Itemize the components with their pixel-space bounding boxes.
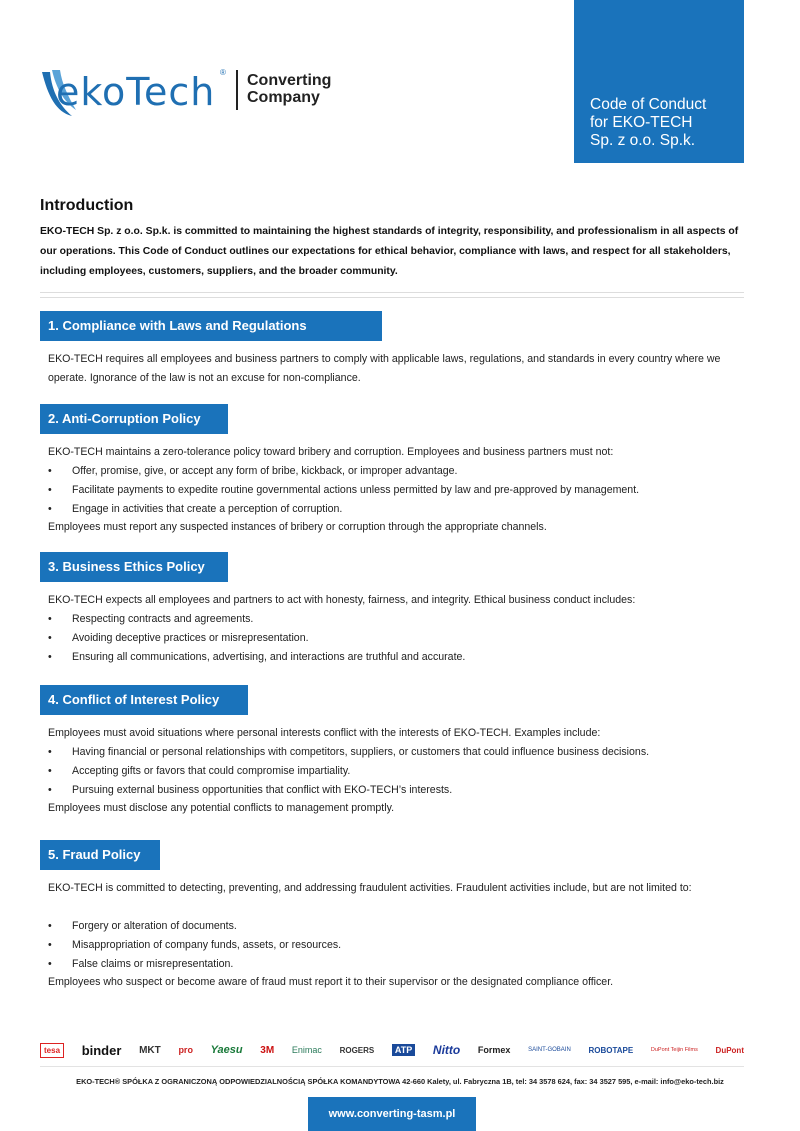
section-2-closing: Employees must report any suspected instances of bribery or corruption through the appropriate channels. bbox=[48, 521, 547, 533]
section-5-bullet-list bbox=[48, 917, 748, 973]
list-item: • Accepting gifts or favors that could compromise impartiality. bbox=[48, 762, 748, 781]
section-3-heading: 3. Business Ethics Policy bbox=[40, 552, 228, 582]
divider-line bbox=[40, 292, 744, 293]
section-5-intro: EKO-TECH is committed to detecting, preventing, and addressing fraudulent activities. Fraudulent activities include, but are not limited to: bbox=[48, 882, 692, 894]
tagline-line-2: Company bbox=[247, 89, 320, 106]
title-line-3: Sp. z o.o. Sp.k. bbox=[590, 132, 696, 149]
list-item: • Respecting contracts and agreements. bbox=[48, 610, 748, 629]
partner-logo-3m: 3M bbox=[260, 1044, 275, 1056]
logo-wordmark: ekoTech bbox=[56, 70, 216, 114]
list-item: • Avoiding deceptive practices or misrepresentation. bbox=[48, 629, 748, 648]
list-item: • Forgery or alteration of documents. bbox=[48, 917, 748, 936]
section-5-closing: Employees who suspect or become aware of fraud must report it to their supervisor or the designated compliance officer. bbox=[48, 976, 614, 988]
partner-logos-strip bbox=[40, 1040, 744, 1060]
partner-logo-rogers: ROGERS bbox=[339, 1045, 375, 1055]
document-title-box bbox=[574, 0, 744, 163]
section-4-heading: 4. Conflict of Interest Policy bbox=[40, 685, 248, 715]
section-4-bullet-list bbox=[48, 743, 748, 799]
divider-line bbox=[40, 297, 744, 298]
list-item: • Pursuing external business opportunities that conflict with EKO-TECH’s interests. bbox=[48, 781, 748, 800]
logo-divider bbox=[236, 70, 238, 110]
section-4-closing: Employees must disclose any potential conflicts to management promptly. bbox=[48, 802, 395, 814]
partner-logo-robotape: ROBOTAPE bbox=[588, 1045, 634, 1055]
partner-logo-nitto: Nitto bbox=[432, 1043, 461, 1057]
website-link[interactable]: www.converting-tasm.pl bbox=[308, 1097, 476, 1131]
partner-logo-atp: ATP bbox=[392, 1044, 415, 1056]
footer-divider bbox=[40, 1066, 744, 1067]
section-5-heading: 5. Fraud Policy bbox=[40, 840, 160, 870]
document-title bbox=[590, 96, 706, 150]
section-3-bullet-list bbox=[48, 610, 748, 666]
partner-logo-binder: binder bbox=[81, 1042, 122, 1058]
list-item: • Offer, promise, give, or accept any form of bribe, kickback, or improper advantage. bbox=[48, 462, 748, 481]
partner-logo-formex: Formex bbox=[477, 1045, 511, 1055]
intro-paragraph: EKO-TECH Sp. z o.o. Sp.k. is committed to maintaining the highest standards of integrity, responsibility, and professionalism in all aspects of our operations. This Code of Conduct outlines our expectations for ethical behavior, compliance with laws, and respect for all stakeholders, including employees, customers, suppliers, and the broader community. bbox=[40, 226, 739, 277]
title-line-1: Code of Conduct bbox=[590, 96, 707, 113]
list-item: • Ensuring all communications, advertising, and interactions are truthful and accurate. bbox=[48, 648, 748, 667]
list-item: • Having financial or personal relationships with competitors, suppliers, or customers that could influence business decisions. bbox=[48, 743, 748, 762]
partner-logo-pro: pro bbox=[178, 1045, 193, 1055]
section-4-intro: Employees must avoid situations where personal interests conflict with the interests of EKO-TECH. Examples include: bbox=[48, 727, 601, 739]
partner-logo-dupont: DuPont bbox=[715, 1045, 744, 1055]
section-2-bullet-list bbox=[48, 462, 748, 518]
company-logo bbox=[38, 64, 358, 124]
section-3-intro: EKO-TECH expects all employees and partners to act with honesty, fairness, and integrity. Ethical business conduct includes: bbox=[48, 594, 636, 606]
section-2-heading: 2. Anti-Corruption Policy bbox=[40, 404, 228, 434]
footer-address: EKO-TECH® SPÓŁKA Z OGRANICZONĄ ODPOWIEDZIALNOŚCIĄ SPÓŁKA KOMANDYTOWA 42-660 Kalety, ul. Fabryczna 1B, tel: 34 3578 624, fax: 34 3527 595, e-mail: info@eko-tech.biz bbox=[76, 1077, 724, 1086]
list-item: • Engage in activities that create a perception of corruption. bbox=[48, 500, 748, 519]
section-1-heading: 1. Compliance with Laws and Regulations bbox=[40, 311, 382, 341]
logo-tagline bbox=[247, 72, 331, 106]
partner-logo-yaesu: Yaesu bbox=[210, 1044, 243, 1056]
registered-mark: ® bbox=[220, 68, 226, 77]
section-2-intro: EKO-TECH maintains a zero-tolerance policy toward bribery and corruption. Employees and business partners must not: bbox=[48, 446, 614, 458]
partner-logo-dupont-teijin: DuPont Teijin Films bbox=[650, 1047, 698, 1053]
intro-heading: Introduction bbox=[40, 197, 134, 214]
title-line-2: for EKO-TECH bbox=[590, 114, 693, 131]
section-1-paragraph: EKO-TECH requires all employees and business partners to comply with applicable laws, regulations, and standards in every country where we operate. Ignorance of the law is not an excuse for non-compliance. bbox=[48, 353, 721, 384]
list-item: • Misappropriation of company funds, assets, or resources. bbox=[48, 936, 748, 955]
partner-logo-mkt: MKT bbox=[139, 1044, 161, 1056]
list-item: • False claims or misrepresentation. bbox=[48, 955, 748, 974]
partner-logo-saint-gobain: SAINT-GOBAIN bbox=[528, 1047, 571, 1053]
list-item: • Facilitate payments to expedite routine governmental actions unless permitted by law and pre-approved by management. bbox=[48, 481, 748, 500]
partner-logo-enimac: Enimac bbox=[291, 1045, 322, 1055]
tagline-line-1: Converting bbox=[247, 72, 332, 89]
partner-logo-tesa: tesa bbox=[40, 1043, 64, 1058]
